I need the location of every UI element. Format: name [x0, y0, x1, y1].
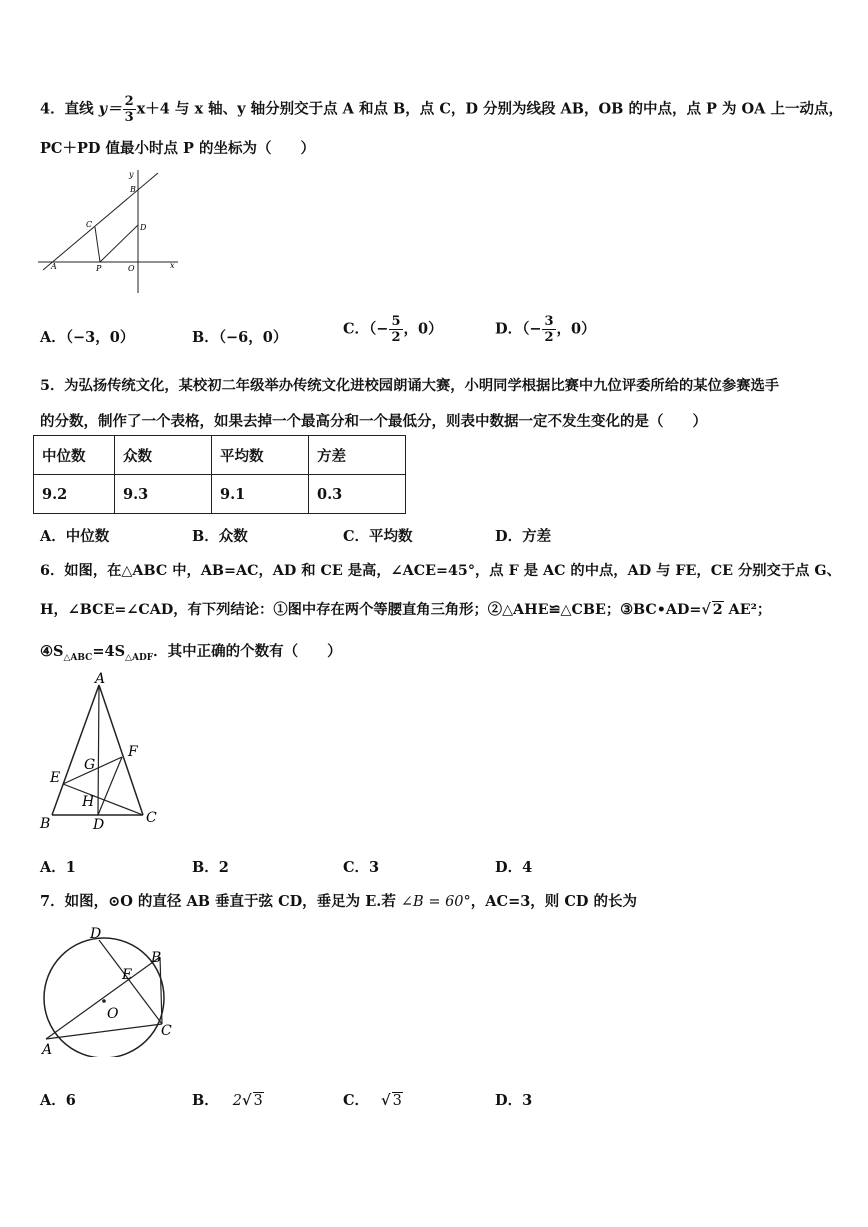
q4-label-A: A [51, 262, 57, 271]
q4-option-a[interactable]: A．（−3，0） [40, 329, 135, 346]
q6-option-c[interactable]: C．3 [343, 859, 380, 876]
q6-line3 [40, 640, 342, 663]
q7-option-b[interactable]: B． 2√ 3 [192, 1092, 263, 1109]
q6-label-H: H [82, 794, 95, 810]
q5-header-median: 中位数 [34, 436, 115, 475]
q7-option-b-coef: 2 [232, 1093, 242, 1109]
q7-label-O: O [107, 1006, 119, 1022]
q6-label-D: D [93, 817, 105, 833]
q5-header-variance: 方差 [309, 436, 406, 475]
q6-line3-b: =4S [92, 643, 126, 660]
q7-label-A: A [42, 1042, 53, 1057]
q6-line2-post: AE²； [723, 602, 772, 618]
q4-label-P: P [96, 264, 102, 273]
q4-option-b[interactable]: B．（−6，0） [192, 329, 288, 346]
q5-option-c[interactable]: C．平均数 [343, 528, 413, 545]
q6-line3-c: ．其中正确的个数有（ ） [153, 643, 342, 660]
q4-y-equals: y＝ [98, 100, 122, 118]
q7-label-B: B [151, 950, 162, 966]
q4-option-d-pre: D．（− [495, 320, 542, 338]
q4-text-start: 直线 [64, 100, 94, 118]
q4-option-c-frac [389, 314, 402, 345]
q5-option-a[interactable]: A．中位数 [40, 528, 110, 545]
q4-frac-num: 2 [124, 94, 134, 109]
q6-option-d[interactable]: D．4 [495, 859, 533, 876]
q5-value-variance: 0.3 [309, 475, 406, 514]
q6-line2-sqrt: 2 [712, 602, 723, 618]
q6-label-A: A [95, 671, 106, 687]
q4-option-d-frac [542, 314, 555, 345]
q4-option-d-den: 2 [544, 330, 554, 345]
q6-label-F: F [128, 744, 138, 760]
q5-table-value-row [34, 475, 406, 514]
q5-header-mode: 众数 [115, 436, 212, 475]
q7-label-E: E [122, 967, 133, 983]
q6-label-G: G [84, 757, 96, 773]
q7-option-c-rad: 3 [392, 1093, 402, 1109]
q7-label-C: C [161, 1023, 172, 1039]
q4-option-d-post: ，0） [556, 320, 596, 338]
q4-option-c-num: 5 [391, 314, 401, 329]
q7-option-c-pre: C． [343, 1092, 370, 1109]
q5-option-b[interactable]: B．众数 [192, 528, 248, 545]
q7-label-D: D [90, 926, 102, 942]
q5-line1: 5．为弘扬传统文化，某校初二年级举办传统文化进校园朗诵大赛，小明同学根据比赛中九位评委所给的某位参赛选手 [40, 378, 780, 394]
q7-line [40, 890, 637, 911]
q5-line2: 的分数，制作了一个表格，如果去掉一个最高分和一个最低分，则表中数据一定不发生变化的是（ ） [40, 413, 707, 430]
q5-table-header-row [34, 436, 406, 475]
q6-figure [38, 670, 168, 835]
q7-figure [36, 922, 186, 1057]
q5-value-median: 9.2 [34, 475, 115, 514]
q6-label-C: C [146, 810, 157, 826]
q6-label-B: B [40, 816, 51, 832]
q4-figure [38, 165, 188, 300]
q4-option-c-den: 2 [391, 330, 401, 345]
q7-option-c[interactable]: C． √ 3 [343, 1092, 402, 1109]
q7-option-b-rad: 3 [253, 1093, 263, 1109]
q4-label-O: O [128, 264, 135, 273]
q4-option-d-num: 3 [544, 314, 554, 329]
q4-label-C: C [86, 220, 93, 229]
q4-option-d[interactable] [495, 314, 596, 345]
q4-label-y: y [129, 170, 134, 179]
q4-fraction [123, 94, 136, 125]
q6-line1: 6．如图，在△ABC 中，AB=AC，AD 和 CE 是高，∠ACE=45°，点 F 是 AC 的中点，AD 与 FE，CE 分别交于点 G、 [40, 563, 841, 579]
q7-option-a[interactable]: A．6 [40, 1092, 76, 1109]
q6-line2: H，∠BCE=∠CAD，有下列结论：①图中存在两个等腰直角三角形；②△AHE≌△CBE；③BC•AD=√ 2 AE²； [40, 602, 772, 618]
q5-stats-table [33, 435, 406, 514]
q5-header-mean: 平均数 [212, 436, 309, 475]
q4-label-x: x [170, 261, 175, 270]
q5-value-mode: 9.3 [115, 475, 212, 514]
q4-text-rest: x＋4 与 x 轴、y 轴分别交于点 A 和点 B，点 C，D 分别为线段 AB，OB 的中点，点 P 为 OA 上一动点， [136, 100, 843, 118]
q7-option-d[interactable]: D．3 [495, 1092, 533, 1109]
q5-option-d[interactable]: D．方差 [495, 528, 552, 545]
q4-option-c[interactable] [343, 314, 443, 345]
q4-label-B: B [130, 185, 136, 194]
q4-frac-den: 3 [124, 110, 134, 125]
q6-option-b[interactable]: B．2 [192, 859, 229, 876]
q5-value-mean: 9.1 [212, 475, 309, 514]
q6-line2-pre: H，∠BCE=∠CAD，有下列结论：①图中存在两个等腰直角三角形；②△AHE≌△CBE；③BC•AD= [40, 602, 702, 618]
q6-line3-sub2: △ADF [125, 652, 154, 663]
q6-option-a[interactable]: A．1 [40, 859, 76, 876]
q4-option-c-post: ，0） [403, 320, 443, 338]
q7-angle: ∠B = 60° [400, 894, 471, 910]
q7-line-post: ，AC=3，则 CD 的长为 [470, 893, 638, 910]
q7-option-b-pre: B． [192, 1092, 219, 1109]
q4-line2: PC＋PD 值最小时点 P 的坐标为（ ） [40, 140, 315, 157]
q6-line3-a: ④S [40, 643, 64, 660]
q7-line-pre: 7．如图，⊙O 的直径 AB 垂直于弦 CD，垂足为 E.若 [40, 893, 396, 910]
q6-line3-sub1: △ABC [63, 652, 93, 663]
q4-number: 4． [40, 100, 65, 118]
q4-line1 [40, 94, 843, 125]
q6-label-E: E [50, 770, 61, 786]
q4-label-D: D [140, 223, 147, 232]
q4-option-c-pre: C．（− [343, 320, 389, 338]
